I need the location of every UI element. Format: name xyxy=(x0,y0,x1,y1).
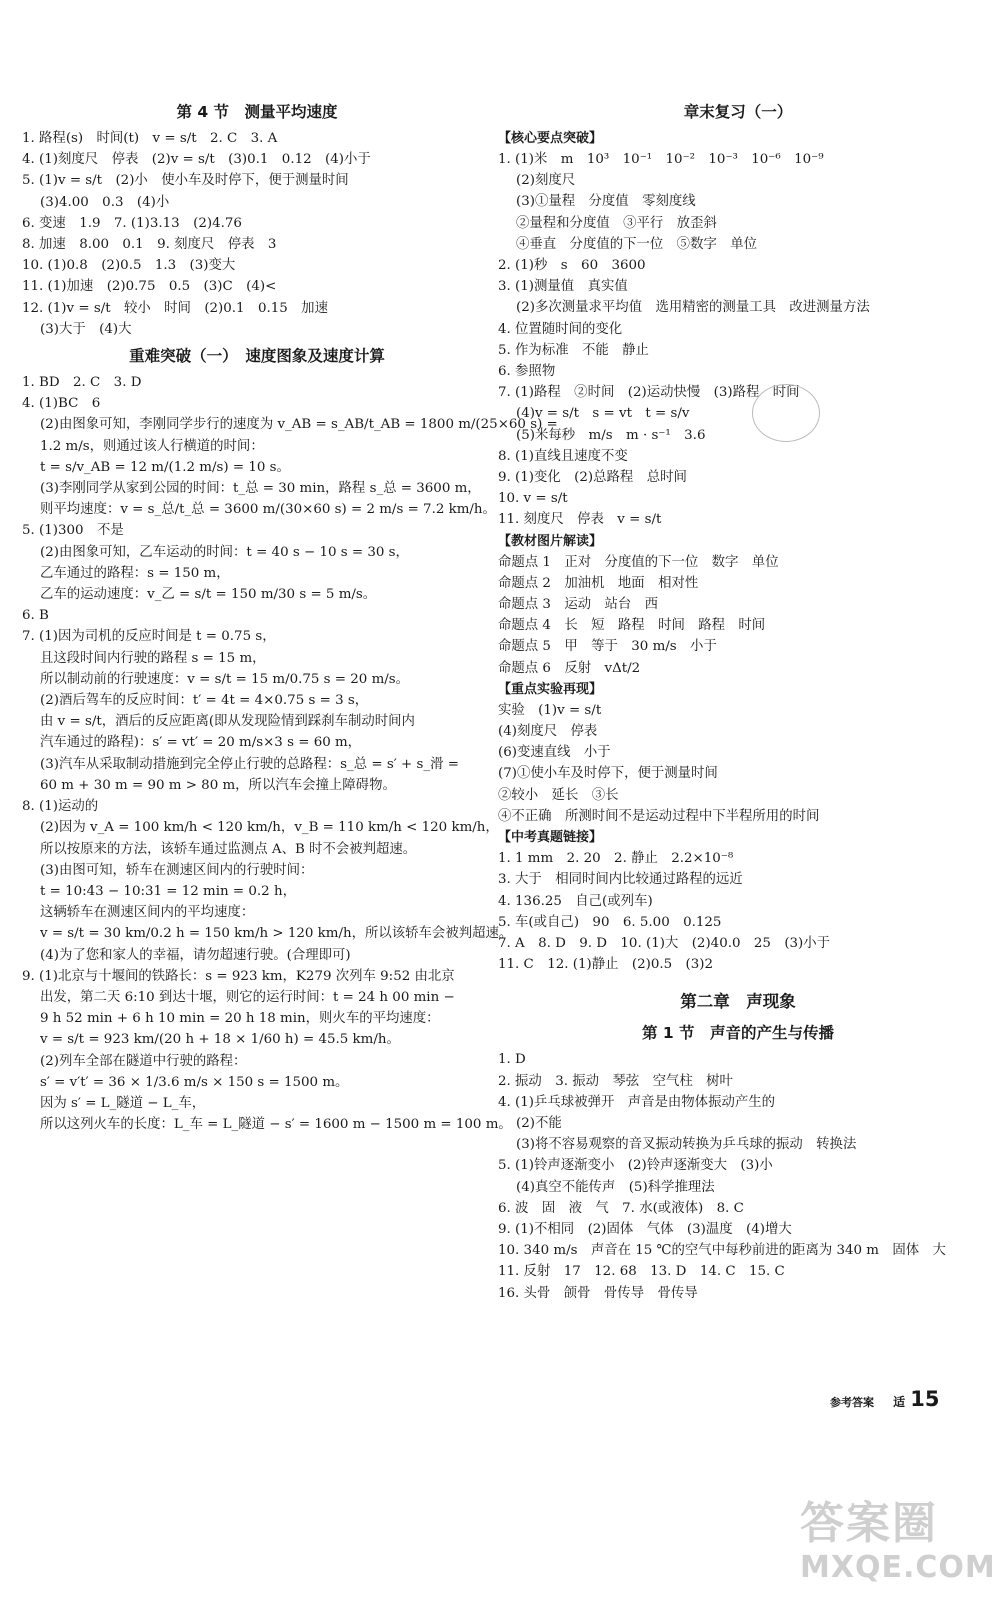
answer-line: ④不正确 所测时间不是运动过程中下半程所用的时间 xyxy=(498,808,820,824)
answer-line: 10. (1)0.8 (2)0.5 1.3 (3)变大 xyxy=(22,258,236,274)
answer-line: (4)为了您和家人的幸福，请勿超速行驶。(合理即可) xyxy=(40,947,351,963)
answer-line: 1. (1)米 m 10³ 10⁻¹ 10⁻² 10⁻³ 10⁻⁶ 10⁻⁹ xyxy=(498,152,824,167)
section-title: 章末复习（一） xyxy=(683,103,793,121)
answer-line: (2)多次测量求平均值 选用精密的测量工具 改进测量方法 xyxy=(516,300,870,316)
answer-line: 5. (1)300 不是 xyxy=(22,523,124,539)
answer-line: 6. B xyxy=(22,608,49,624)
answer-line: (4)v = s/t s = vt t = s/v xyxy=(516,406,690,422)
answer-line: (3)汽车从采取制动措施到完全停止行驶的总路程：s_总 = s′ + s_滑 = xyxy=(40,756,459,772)
subsection-header: 【重点实验再现】 xyxy=(498,681,603,697)
answer-line: 7. (1)路程 ②时间 (2)运动快慢 (3)路程 时间 xyxy=(498,385,800,401)
answer-line: 1.2 m/s，则通过该人行横道的时间： xyxy=(40,438,264,454)
answer-line: 1. 1 mm 2. 20 2. 静止 2.2×10⁻⁸ xyxy=(498,851,734,867)
answer-line: 6. 参照物 xyxy=(498,364,556,380)
answer-line: (3)将不容易观察的音叉振动转换为乒乓球的振动 转换法 xyxy=(516,1137,857,1153)
answer-line: 7. A 8. D 9. D 10. (1)大 (2)40.0 25 (3)小于 xyxy=(498,935,831,951)
answer-line: 11. 刻度尺 停表 v = s/t xyxy=(498,512,662,528)
answer-line: 12. (1)v = s/t 较小 时间 (2)0.1 0.15 加速 xyxy=(22,300,328,316)
answer-line: (3)大于 (4)大 xyxy=(40,321,132,337)
answer-line: 9. (1)变化 (2)总路程 总时间 xyxy=(498,470,687,486)
answer-line: 1. 路程(s) 时间(t) v = s/t 2. C 3. A xyxy=(22,131,278,146)
answer-line: 且这段时间内行驶的路程 s = 15 m， xyxy=(40,650,266,666)
answer-line: 5. (1)铃声逐渐变小 (2)铃声逐渐变大 (3)小 xyxy=(498,1158,773,1174)
answer-line: 所以这列火车的长度：L_车 = L_隧道 − s′ = 1600 m − 1500 m = 100 m。 xyxy=(40,1117,512,1133)
answer-line: 命题点 5 甲 等于 30 m/s 小于 xyxy=(498,639,717,655)
answer-line: v = s/t = 923 km/(20 h + 18 × 1/60 h) = 45.5 km/h。 xyxy=(40,1032,400,1048)
answer-line: 出发，第二天 6:10 到达十堰，则它的运行时间：t = 24 h 00 min − xyxy=(40,989,455,1005)
answer-line: 4. (1)乒乓球被弹开 声音是由物体振动产生的 xyxy=(498,1094,776,1110)
answer-line: 4. 位置随时间的变化 xyxy=(498,321,623,337)
answer-line: 11. 反射 17 12. 68 13. D 14. C 15. C xyxy=(498,1264,785,1280)
answer-line: 9. (1)北京与十堰间的铁路长：s = 923 km，K279 次列车 9:52 由北京 xyxy=(22,968,455,984)
answer-line: (3)4.00 0.3 (4)小 xyxy=(40,194,170,210)
answer-line: ②量程和分度值 ③平行 放歪斜 xyxy=(516,215,717,231)
answer-line: 9. (1)不相同 (2)固体 气体 (3)温度 (4)增大 xyxy=(498,1221,792,1237)
answer-line: 命题点 1 正对 分度值的下一位 数字 单位 xyxy=(498,554,779,570)
answer-line: (4)刻度尺 停表 xyxy=(498,724,598,740)
answer-line: 8. (1)直线且速度不变 xyxy=(498,448,628,464)
answer-line: v = s/t = 30 km/0.2 h = 150 km/h > 120 km/h，所以该轿车会被判超速。 xyxy=(40,926,513,942)
answer-line: 3. (1)测量值 真实值 xyxy=(498,279,628,295)
answer-line: (7)①使小车及时停下，便于测量时间 xyxy=(498,766,718,782)
watermark-text: 答案圈 xyxy=(800,1498,938,1549)
answer-line: (5)米每秒 m/s m · s⁻¹ 3.6 xyxy=(516,427,706,443)
right-column xyxy=(498,96,978,1304)
answer-line: 11. C 12. (1)静止 (2)0.5 (3)2 xyxy=(498,957,714,973)
section-title: 第 4 节 测量平均速度 xyxy=(176,103,338,121)
answer-line: 由 v = s/t，酒后的反应距离(即从发现险情到踩刹车制动时间内 xyxy=(40,714,415,730)
answer-line: 汽车通过的路程)：s′ = vt′ = 20 m/s×3 s = 60 m， xyxy=(40,735,362,751)
answer-line: s′ = v′t′ = 36 × 1/3.6 m/s × 150 s = 1500 m。 xyxy=(40,1074,349,1090)
answer-line: t = s/v_AB = 12 m/(1.2 m/s) = 10 s。 xyxy=(40,459,290,475)
answer-line: (3)李刚同学从家到公园的时间：t_总 = 30 min，路程 s_总 = 3600 m， xyxy=(40,481,481,497)
answer-line: 命题点 2 加油机 地面 相对性 xyxy=(498,575,699,591)
answer-line: 这辆轿车在测速区间内的平均速度： xyxy=(40,905,255,921)
answer-line: (2)酒后驾车的反应时间：t′ = 4t = 4×0.75 s = 3 s， xyxy=(40,693,369,709)
answer-line: (2)列车全部在隧道中行驶的路程： xyxy=(40,1053,247,1069)
answer-line: 4. (1)BC 6 xyxy=(22,396,101,412)
watermark-logo xyxy=(800,1498,996,1598)
answer-line: 60 m + 30 m = 90 m > 80 m，所以汽车会撞上障碍物。 xyxy=(40,777,396,793)
answer-line: 5. 作为标准 不能 静止 xyxy=(498,342,649,358)
footer-label: 参考答案 xyxy=(830,1396,874,1409)
answer-line: (3)由图可知，轿车在测速区间内的行驶时间： xyxy=(40,862,314,878)
answer-line: 1. BD 2. C 3. D xyxy=(22,375,142,391)
answer-line: 命题点 3 运动 站台 西 xyxy=(498,597,659,613)
answer-line: ④垂直 分度值的下一位 ⑤数字 单位 xyxy=(516,236,758,252)
section-title: 重难突破（一） 速度图象及速度计算 xyxy=(129,347,385,366)
footer-tag: 适 xyxy=(893,1395,906,1409)
answer-line: 命题点 6 反射 vΔt/2 xyxy=(498,660,641,676)
stamp-mark xyxy=(752,384,820,442)
answer-line: 4. (1)刻度尺 停表 (2)v = s/t (3)0.1 0.12 (4)小于 xyxy=(22,152,371,168)
answer-line: 3. 大于 相同时间内比较通过路程的远近 xyxy=(498,872,743,888)
answer-line: 乙车通过的路程：s = 150 m， xyxy=(40,565,230,581)
page-number: 15 xyxy=(910,1387,940,1411)
answer-line: (2)由图象可知，李刚同学步行的速度为 v_AB = s_AB/t_AB = 1800 m/(25×60 s) = xyxy=(40,417,558,433)
answer-line: 7. (1)因为司机的反应时间是 t = 0.75 s， xyxy=(22,629,276,645)
answer-line: 10. v = s/t xyxy=(498,491,568,507)
subsection-header: 【核心要点突破】 xyxy=(498,131,603,146)
answer-line: 所以制动前的行驶速度：v = s/t = 15 m/0.75 s = 20 m/s。 xyxy=(40,671,410,687)
answer-line: 11. (1)加速 (2)0.75 0.5 (3)C (4)< xyxy=(22,279,277,295)
answer-line: 8. (1)运动的 xyxy=(22,799,99,815)
answer-line: 5. (1)v = s/t (2)小 使小车及时停下，便于测量时间 xyxy=(22,173,349,189)
answer-line: (2)由图象可知，乙车运动的时间：t = 40 s − 10 s = 30 s， xyxy=(40,544,409,560)
answer-line: 乙车的运动速度：v_乙 = s/t = 150 m/30 s = 5 m/s。 xyxy=(40,587,377,603)
answer-line: 则平均速度：v = s_总/t_总 = 3600 m/(30×60 s) = 2 m/s = 7.2 km/h。 xyxy=(40,502,496,518)
section-title: 第 1 节 声音的产生与传播 xyxy=(641,1024,835,1043)
answer-line: (3)①量程 分度值 零刻度线 xyxy=(516,194,696,210)
watermark-url: MXQE.COM xyxy=(800,1550,996,1585)
answer-line: (2)不能 xyxy=(516,1115,562,1131)
answer-line: 命题点 4 长 短 路程 时间 路程 时间 xyxy=(498,618,766,634)
answer-line: 4. 136.25 自己(或列车) xyxy=(498,893,653,909)
answer-line: 6. 变速 1.9 7. (1)3.13 (2)4.76 xyxy=(22,215,242,231)
answer-line: 8. 加速 8.00 0.1 9. 刻度尺 停表 3 xyxy=(22,237,277,253)
page-footer xyxy=(830,1387,939,1411)
answer-line: 16. 头骨 颌骨 骨传导 骨传导 xyxy=(498,1285,698,1301)
chapter-title: 第二章 声现象 xyxy=(680,992,796,1012)
answer-line: 2. 振动 3. 振动 琴弦 空气柱 树叶 xyxy=(498,1073,733,1089)
answer-line: 因为 s′ = L_隧道 − L_车， xyxy=(40,1095,206,1111)
answer-line: 2. (1)秒 s 60 3600 xyxy=(498,258,646,274)
answer-line: 6. 波 固 液 气 7. 水(或液体) 8. C xyxy=(498,1200,744,1216)
answer-line: (2)因为 v_A = 100 km/h < 120 km/h，v_B = 110 km/h < 120 km/h， xyxy=(40,820,499,836)
subsection-header: 【中考真题链接】 xyxy=(498,830,603,846)
subsection-header: 【教材图片解读】 xyxy=(498,533,603,549)
answer-line: (2)刻度尺 xyxy=(516,173,576,189)
answer-line: 10. 340 m/s 声音在 15 ℃的空气中每秒前进的距离为 340 m 固体 大 xyxy=(498,1243,946,1259)
answer-line: (4)真空不能传声 (5)科学推理法 xyxy=(516,1179,715,1195)
answer-line: 所以按原来的方法，该轿车通过监测点 A、B 时不会被判超速。 xyxy=(40,841,417,857)
answer-line: t = 10:43 − 10:31 = 12 min = 0.2 h， xyxy=(40,883,296,899)
answer-line: 实验 (1)v = s/t xyxy=(498,702,602,718)
answer-line: ②较小 延长 ③长 xyxy=(498,787,619,803)
answer-line: 5. 车(或自己) 90 6. 5.00 0.125 xyxy=(498,914,722,930)
answer-line: (6)变速直线 小于 xyxy=(498,745,611,761)
answer-line: 1. D xyxy=(498,1052,526,1068)
answer-line: 9 h 52 min + 6 h 10 min = 20 h 18 min，则火车的平均速度： xyxy=(40,1011,440,1027)
